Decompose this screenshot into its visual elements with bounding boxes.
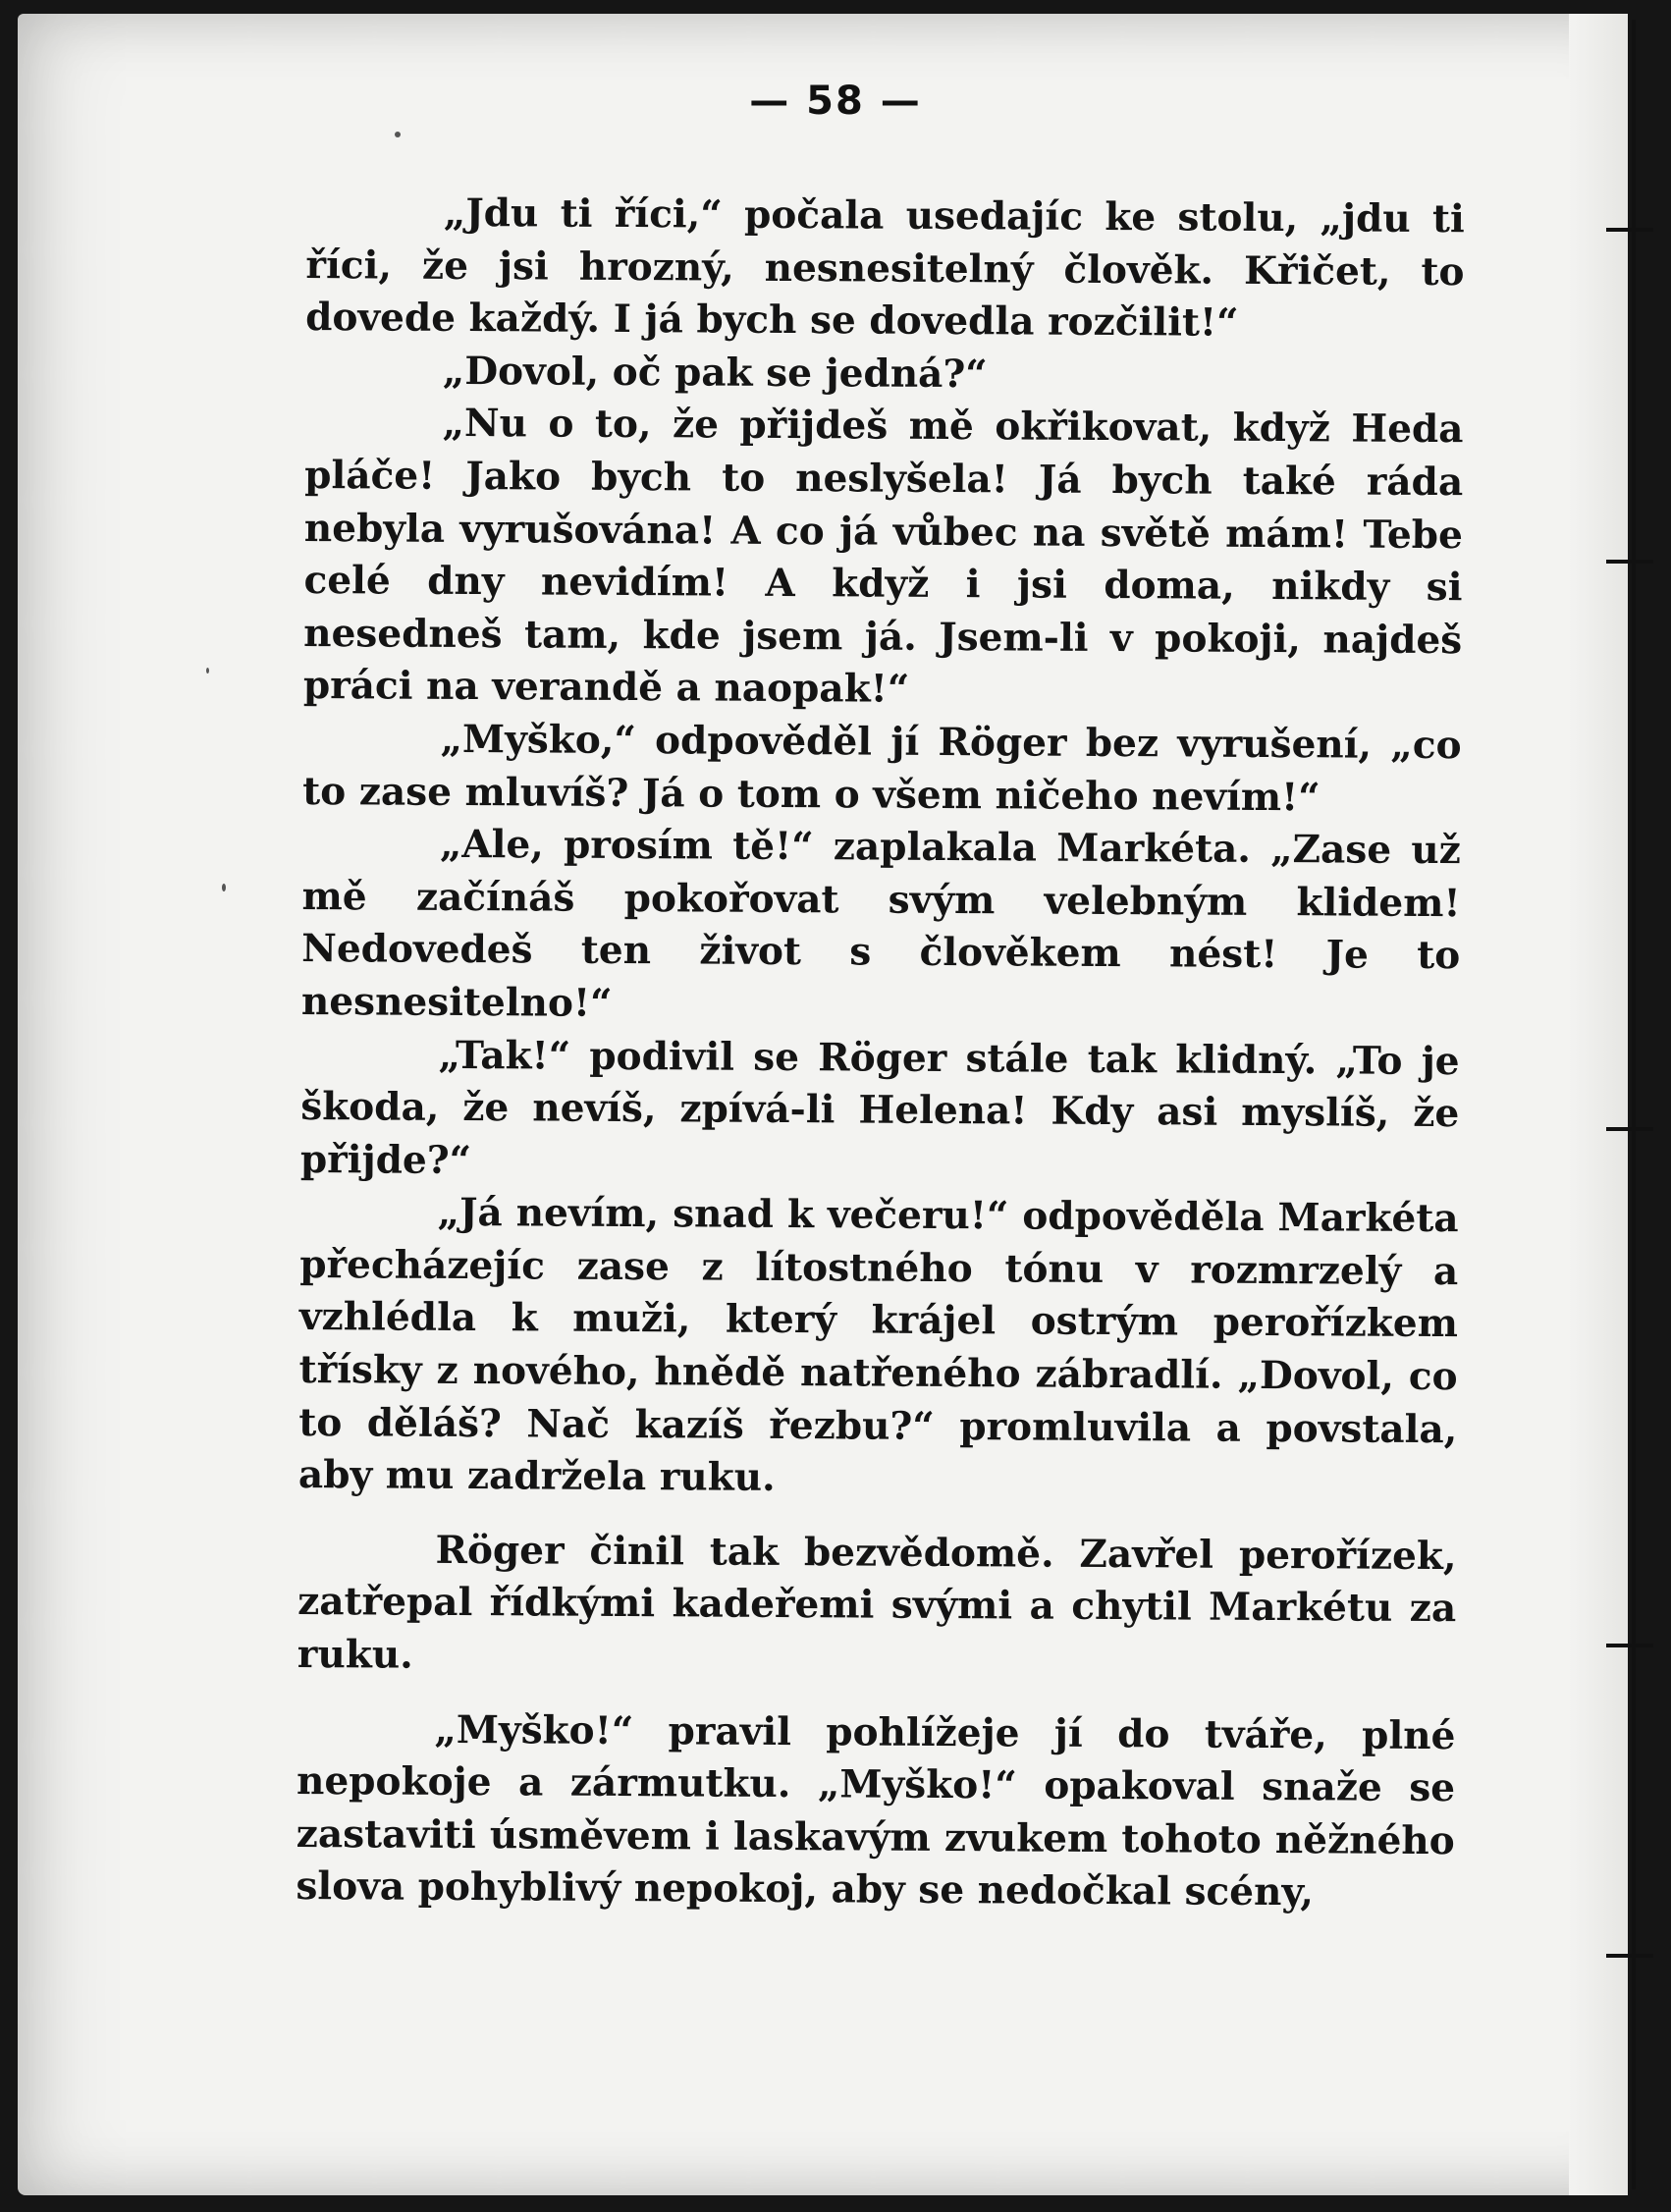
- binding-tick-mark: [1606, 228, 1653, 232]
- page-edge-shadow: [1569, 14, 1628, 2195]
- paper-speck: [395, 132, 401, 137]
- paragraph: Röger činil tak bezvědomě. Zavřel perořízek, zatřepal řídkými kadeřemi svými a chytil Markétu za ruku.: [296, 1527, 1457, 1678]
- paragraph: „Jdu ti říci,“ počala usedajíc ke stolu, „jdu ti říci, že jsi hrozný, nesnesitelný člověk. Křičet, to dovede každý. I já bych se dovedla rozčilit!“: [305, 189, 1465, 346]
- paragraph: „Myško,“ odpověděl jí Röger bez vyrušení, „co to zase mluvíš? Já o tom o všem ničeho nevím!“: [302, 716, 1462, 820]
- paragraph: „Ale, prosím tě!“ zaplakala Markéta. „Zase už mě začínáš pokořovat svým velebným klidem! Nedovedeš ten život s člověkem nést! Je to nesnesitelno!“: [300, 821, 1462, 1026]
- paragraph: „Myško!“ pravil pohlížeje jí do tváře, plné nepokoje a zármutku. „Myško!“ opakoval snaže se zastaviti úsměvem i laskavým zvukem tohoto něžného slova pohyblivý nepokoj, aby se nedočkal scény,: [296, 1706, 1456, 1915]
- binding-tick-mark: [1606, 1644, 1653, 1647]
- paper-speck: [206, 668, 209, 674]
- binding-edge: [1632, 20, 1636, 2189]
- page-number: — 58 —: [749, 79, 922, 124]
- binding-tick-mark: [1606, 560, 1653, 564]
- binding-tick-mark: [1606, 1127, 1653, 1131]
- paper-speck: [222, 884, 226, 891]
- body-text: [296, 187, 1465, 1920]
- binding-tick-mark: [1606, 1954, 1653, 1958]
- paragraph: „Nu o to, že přijdeš mě okřikovat, když Heda pláče! Jako bych to neslyšela! Já bych také ráda nebyla vyrušována! A co já vůbec na světě mám! Tebe celé dny nevidím! A když i jsi doma, nikdy si nesedneš tam, kde jsem já. Jsem-li v pokoji, najdeš práci na verandě a naopak!“: [302, 401, 1464, 713]
- paragraph: „Já nevím, snad k večeru!“ odpověděla Markéta přecházejíc zase z lítostného tónu v rozmrzelý a vzhlédla k muži, který krájel ostrým perořízkem třísky z nového, hnědě natřeného zábradlí. „Dovol, co to děláš? Nač kazíš řezbu?“ promluvila a povstala, aby mu zadržela ruku.: [297, 1190, 1459, 1501]
- paragraph: „Dovol, oč pak se jedná?“: [442, 348, 988, 398]
- paragraph: „Tak!“ podivil se Röger stále tak klidný. „To je škoda, že nevíš, zpívá-li Helena! Kdy asi myslíš, že přijde?“: [299, 1032, 1460, 1183]
